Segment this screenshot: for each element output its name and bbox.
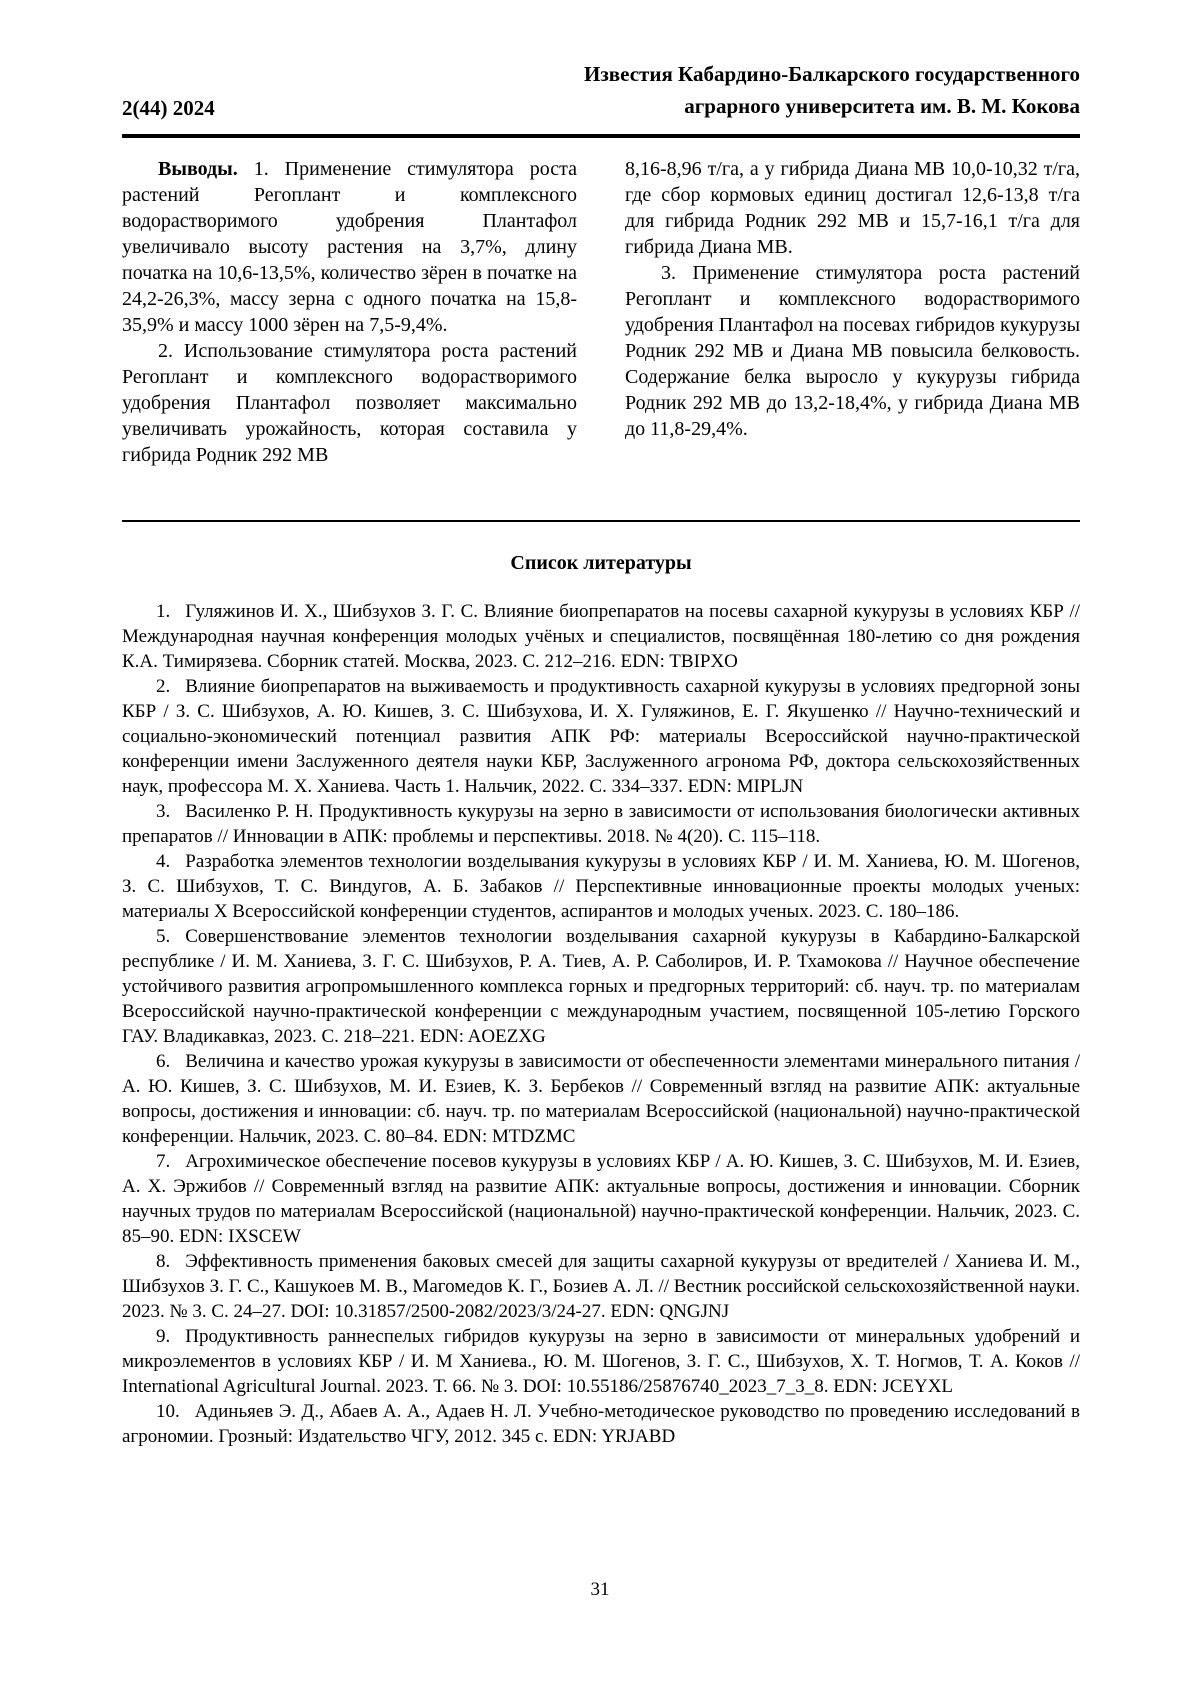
reference-text: Совершенствование элементов технологии возделывания сахарной кукурузы в Кабардино-Балкарской республике / И. М. Ханиева, З. Г. С. Шибзухов, Р. А. Тиев, А. Р. Саболиров, И. Р. Тхамокова // Научное обеспечение устойчивого развития агропромышленного комплекса горных и предгорных территорий: сб. науч. тр. по материалам Всероссийской научно-практической конференции с международным участием, посвященной 105-летию Горского ГАУ. Владикавказ, 2023. С. 218–221. EDN: AOEZXG xyxy=(122,926,1080,1047)
reference-item xyxy=(122,849,1080,924)
conclusions-lead: Выводы. xyxy=(158,158,238,180)
reference-item xyxy=(122,599,1080,674)
reference-text: Величина и качество урожая кукурузы в зависимости от обеспеченности элементами минерального питания / А. Ю. Кишев, З. С. Шибзухов, М. И. Езиев, К. З. Бербеков // Современный взгляд на развитие АПК: актуальные вопросы, достижения и инновации: сб. науч. тр. по материалам Всероссийской (национальной) научно-практической конференции. Нальчик, 2023. С. 80–84. EDN: MTDZMC xyxy=(122,1051,1080,1147)
conclusions-paragraph-2-continued: 8,16-8,96 т/га, а у гибрида Диана МВ 10,0-10,32 т/га, где сбор кормовых единиц достигал 12,6-13,8 т/га для гибрида Родник 292 МВ и 15,7-16,1 т/га для гибрида Диана МВ. xyxy=(625,158,1080,258)
conclusions-paragraph-2: 2. Использование стимулятора роста растений Регоплант и комплексного водорастворимого удобрения Плантафол позволяет максимально увеличивать урожайность, которая составила у гибрида Родник 292 МВ xyxy=(122,340,577,466)
reference-number: 2. xyxy=(156,676,171,697)
reference-item xyxy=(122,1324,1080,1399)
journal-title-line2: аграрного университета им. В. М. Кокова xyxy=(684,94,1080,118)
reference-number: 5. xyxy=(156,926,171,947)
reference-number: 8. xyxy=(156,1251,171,1272)
reference-item xyxy=(122,1399,1080,1449)
reference-text: Влияние биопрепаратов на выживаемость и продуктивность сахарной кукурузы в условиях предгорной зоны КБР / З. С. Шибзухов, А. Ю. Кишев, З. С. Шибзухова, И. Х. Гуляжинов, Е. Г. Якушенко // Научно-технический и социально-экономический потенциал развития АПК РФ: материалы Всероссийской научно-практической конференции имени Заслуженного деятеля науки КБР, Заслуженного агронома РФ, доктора сельскохозяйственных наук, профессора М. Х. Ханиева. Часть 1. Нальчик, 2022. С. 334–337. EDN: MIPLJN xyxy=(122,676,1080,797)
reference-item xyxy=(122,924,1080,1049)
reference-number: 9. xyxy=(156,1326,171,1347)
reference-text: Эффективность применения баковых смесей для защиты сахарной кукурузы от вредителей / Ханиева И. М., Шибзухов З. Г. С., Кашукоев М. В., Магомедов К. Г., Бозиев А. Л. // Вестник российской сельскохозяйственной науки. 2023. № 3. С. 24–27. DOI: 10.31857/2500-2082/2023/3/24-27. EDN: QNGJNJ xyxy=(122,1251,1080,1322)
reference-number: 3. xyxy=(156,801,171,822)
reference-text: Агрохимическое обеспечение посевов кукурузы в условиях КБР / А. Ю. Кишев, З. С. Шибзухов, М. И. Езиев, А. Х. Эржибов // Современный взгляд на развитие АПК: актуальные вопросы, достижения и инновации. Сборник научных трудов по материалам Всероссийской (национальной) научно-практической конференции. Нальчик, 2023. С. 85–90. EDN: IXSCEW xyxy=(122,1151,1080,1247)
issue-number: 2(44) 2024 xyxy=(122,96,215,120)
reference-text: Продуктивность раннеспелых гибридов кукурузы на зерно в зависимости от минеральных удобрений и микроэлементов в условиях КБР / И. М Ханиева., Ю. М. Шогенов, З. Г. С., Шибзухов, Х. Т. Ногмов, Т. А. Коков // International Agricultural Journal. 2023. Т. 66. № 3. DOI: 10.55186/25876740_2023_7_3_8. EDN: JCEYXL xyxy=(122,1326,1080,1397)
journal-title-line1: Известия Кабардино-Балкарского государственного xyxy=(584,62,1080,86)
journal-title xyxy=(584,58,1080,122)
reference-text: Разработка элементов технологии возделывания кукурузы в условиях КБР / И. М. Ханиева, Ю. М. Шогенов, З. С. Шибзухов, Т. С. Виндугов, А. Б. Забаков // Перспективные инновационные проекты молодых ученых: материалы X Всероссийской конференции студентов, аспирантов и молодых ученых. 2023. С. 180–186. xyxy=(122,851,1080,922)
reference-item xyxy=(122,1149,1080,1249)
section-separator-rule xyxy=(122,520,1080,522)
conclusions-left-column xyxy=(122,156,577,468)
references-list xyxy=(122,599,1080,1449)
reference-number: 10. xyxy=(156,1401,180,1422)
conclusions-paragraph-3: 3. Применение стимулятора роста растений Регоплант и комплексного водорастворимого удобрения Плантафол на посевах гибридов кукурузы Родник 292 МВ и Диана МВ повысила белковость. Содержание белка выросло у кукурузы гибрида Родник 292 МВ до 13,2-18,4%, у гибрида Диана МВ до 11,8-29,4%. xyxy=(625,262,1080,440)
conclusions-section xyxy=(122,156,1080,468)
reference-number: 4. xyxy=(156,851,171,872)
reference-number: 7. xyxy=(156,1151,171,1172)
reference-item xyxy=(122,674,1080,799)
reference-text: Адиньяев Э. Д., Абаев А. А., Адаев Н. Л. Учебно-методическое руководство по проведению исследований в агрономии. Грозный: Издательство ЧГУ, 2012. 345 с. EDN: YRJABD xyxy=(122,1401,1080,1447)
page-number: 31 xyxy=(590,1579,610,1600)
reference-item xyxy=(122,1249,1080,1324)
reference-number: 6. xyxy=(156,1051,171,1072)
conclusions-paragraph-1 xyxy=(122,156,577,338)
reference-text: Василенко Р. Н. Продуктивность кукурузы на зерно в зависимости от использования биологически активных препаратов // Инновации в АПК: проблемы и перспективы. 2018. № 4(20). С. 115–118. xyxy=(122,801,1080,847)
conclusions-paragraph-1-text: 1. Применение стимулятора роста растений Регоплант и комплексного водорастворимого удобрения Плантафол увеличивало высоту растения на 3,7%, длину початка на 10,6-13,5%, количество зёрен в початке на 24,2-26,3%, массу зерна с одного початка на 15,8-35,9% и массу 1000 зёрен на 7,5-9,4%. xyxy=(122,158,577,336)
page-header xyxy=(122,58,1080,122)
header-rule xyxy=(122,134,1080,138)
reference-text: Гуляжинов И. Х., Шибзухов З. Г. С. Влияние биопрепаратов на посевы сахарной кукурузы в условиях КБР // Международная научная конференция молодых учёных и специалистов, посвящённая 180-летию со дня рождения К.А. Тимирязева. Сборник статей. Москва, 2023. С. 212–216. EDN: TBIPXO xyxy=(122,601,1080,672)
reference-item xyxy=(122,799,1080,849)
references-heading: Список литературы xyxy=(510,552,692,574)
reference-item xyxy=(122,1049,1080,1149)
page-footer xyxy=(0,1579,1200,1601)
reference-number: 1. xyxy=(156,601,171,622)
conclusions-right-column xyxy=(625,156,1080,468)
